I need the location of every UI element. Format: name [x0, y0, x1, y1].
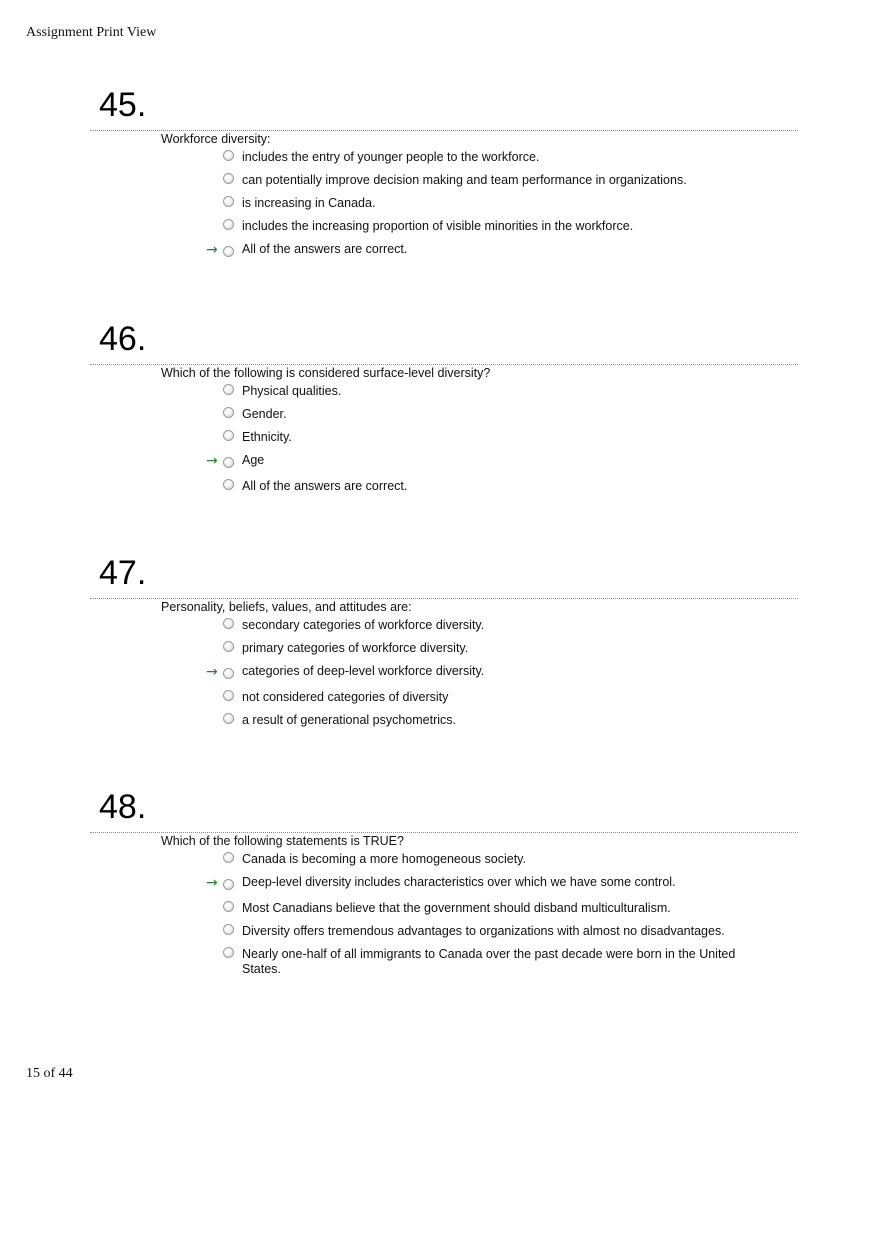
radio-button-icon[interactable] — [223, 246, 234, 257]
page-header-title: Assignment Print View — [26, 25, 157, 40]
question-divider — [90, 832, 798, 833]
question-number: 45. — [99, 86, 147, 124]
answer-option[interactable] — [223, 713, 763, 729]
answer-option-text: Diversity offers tremendous advantages to organizations with almost no disadvantages. — [242, 923, 725, 938]
radio-button-icon[interactable] — [223, 641, 234, 652]
answer-option-text: can potentially improve decision making and team performance in organizations. — [242, 173, 687, 187]
answer-option-text: includes the entry of younger people to the workforce. — [242, 150, 540, 164]
answer-option[interactable] — [223, 196, 763, 212]
answer-option-text: Gender. — [242, 407, 287, 421]
radio-button-icon[interactable] — [223, 384, 234, 395]
question-number: 48. — [99, 788, 147, 826]
question-divider — [90, 364, 798, 365]
answer-option-text: secondary categories of workforce diversity. — [242, 618, 485, 632]
answer-option-text: Deep-level diversity includes characteristics over which we have some control. — [242, 875, 676, 889]
answer-option-text: All of the answers are correct. — [242, 478, 408, 493]
correct-answer-arrow-icon: → — [206, 875, 218, 891]
radio-button-icon[interactable] — [223, 924, 234, 935]
question-46 — [90, 322, 798, 502]
answer-option-text: primary categories of workforce diversity. — [242, 641, 469, 655]
answer-options — [206, 150, 798, 258]
correct-answer-arrow-icon: → — [206, 664, 218, 680]
answer-option[interactable] — [223, 173, 763, 189]
answer-option[interactable] — [223, 219, 763, 235]
answer-option-text: Physical qualities. — [242, 384, 342, 398]
radio-button-icon[interactable] — [223, 479, 234, 490]
radio-button-icon[interactable] — [223, 947, 234, 958]
radio-button-icon[interactable] — [223, 173, 234, 184]
answer-option[interactable] — [223, 852, 763, 868]
answer-option[interactable] — [223, 384, 763, 400]
answer-option-correct[interactable] — [206, 242, 763, 258]
radio-button-icon[interactable] — [223, 219, 234, 230]
question-47 — [90, 556, 798, 736]
radio-button-icon[interactable] — [223, 196, 234, 207]
answer-option-text: All of the answers are correct. — [242, 242, 408, 256]
answer-options — [206, 384, 798, 494]
answer-option-text: Age — [242, 453, 265, 467]
answer-option[interactable] — [223, 430, 763, 446]
page-indicator: 15 of 44 — [26, 1066, 73, 1081]
radio-button-icon[interactable] — [223, 713, 234, 724]
radio-button-icon[interactable] — [223, 852, 234, 863]
answer-option[interactable] — [223, 407, 763, 423]
radio-button-icon[interactable] — [223, 668, 234, 679]
answer-option[interactable] — [223, 150, 763, 166]
answer-option-text: categories of deep-level workforce diversity. — [242, 664, 485, 678]
question-48 — [90, 790, 798, 985]
answer-option-correct[interactable] — [206, 875, 763, 891]
radio-button-icon[interactable] — [223, 430, 234, 441]
answer-option-text: Canada is becoming a more homogeneous society. — [242, 852, 526, 866]
radio-button-icon[interactable] — [223, 407, 234, 418]
answer-option[interactable] — [223, 479, 763, 495]
question-number: 47. — [99, 554, 147, 592]
question-prompt: Workforce diversity: — [161, 132, 271, 146]
radio-button-icon[interactable] — [223, 879, 234, 890]
answer-option[interactable] — [223, 690, 763, 706]
correct-answer-arrow-icon: → — [206, 242, 218, 258]
answer-option-correct[interactable] — [206, 664, 763, 680]
radio-button-icon[interactable] — [223, 901, 234, 912]
question-prompt: Which of the following is considered surface-level diversity? — [161, 366, 491, 380]
answer-option-text: Ethnicity. — [242, 430, 292, 444]
question-45 — [90, 88, 798, 268]
answer-option-text: Most Canadians believe that the government should disband multiculturalism. — [242, 900, 671, 915]
answer-option-text: includes the increasing proportion of visible minorities in the workforce. — [242, 219, 634, 233]
answer-option[interactable] — [223, 641, 763, 657]
answer-option[interactable] — [223, 901, 763, 917]
question-number: 46. — [99, 320, 147, 358]
question-prompt: Which of the following statements is TRUE? — [161, 834, 404, 848]
radio-button-icon[interactable] — [223, 618, 234, 629]
answer-option-text: a result of generational psychometrics. — [242, 712, 456, 727]
question-prompt: Personality, beliefs, values, and attitudes are: — [161, 600, 412, 614]
answer-options — [206, 618, 798, 728]
answer-option-text: not considered categories of diversity — [242, 689, 449, 704]
answer-option[interactable] — [223, 618, 763, 634]
question-divider — [90, 598, 798, 599]
answer-option-text: Nearly one-half of all immigrants to Canada over the past decade were born in the United States. — [242, 946, 736, 976]
correct-answer-arrow-icon: → — [206, 453, 218, 469]
radio-button-icon[interactable] — [223, 457, 234, 468]
radio-button-icon[interactable] — [223, 690, 234, 701]
question-divider — [90, 130, 798, 131]
answer-options — [206, 852, 798, 978]
answer-option[interactable] — [223, 947, 763, 978]
answer-option-correct[interactable] — [206, 453, 763, 469]
answer-option-text: is increasing in Canada. — [242, 196, 376, 210]
radio-button-icon[interactable] — [223, 150, 234, 161]
answer-option[interactable] — [223, 924, 763, 940]
